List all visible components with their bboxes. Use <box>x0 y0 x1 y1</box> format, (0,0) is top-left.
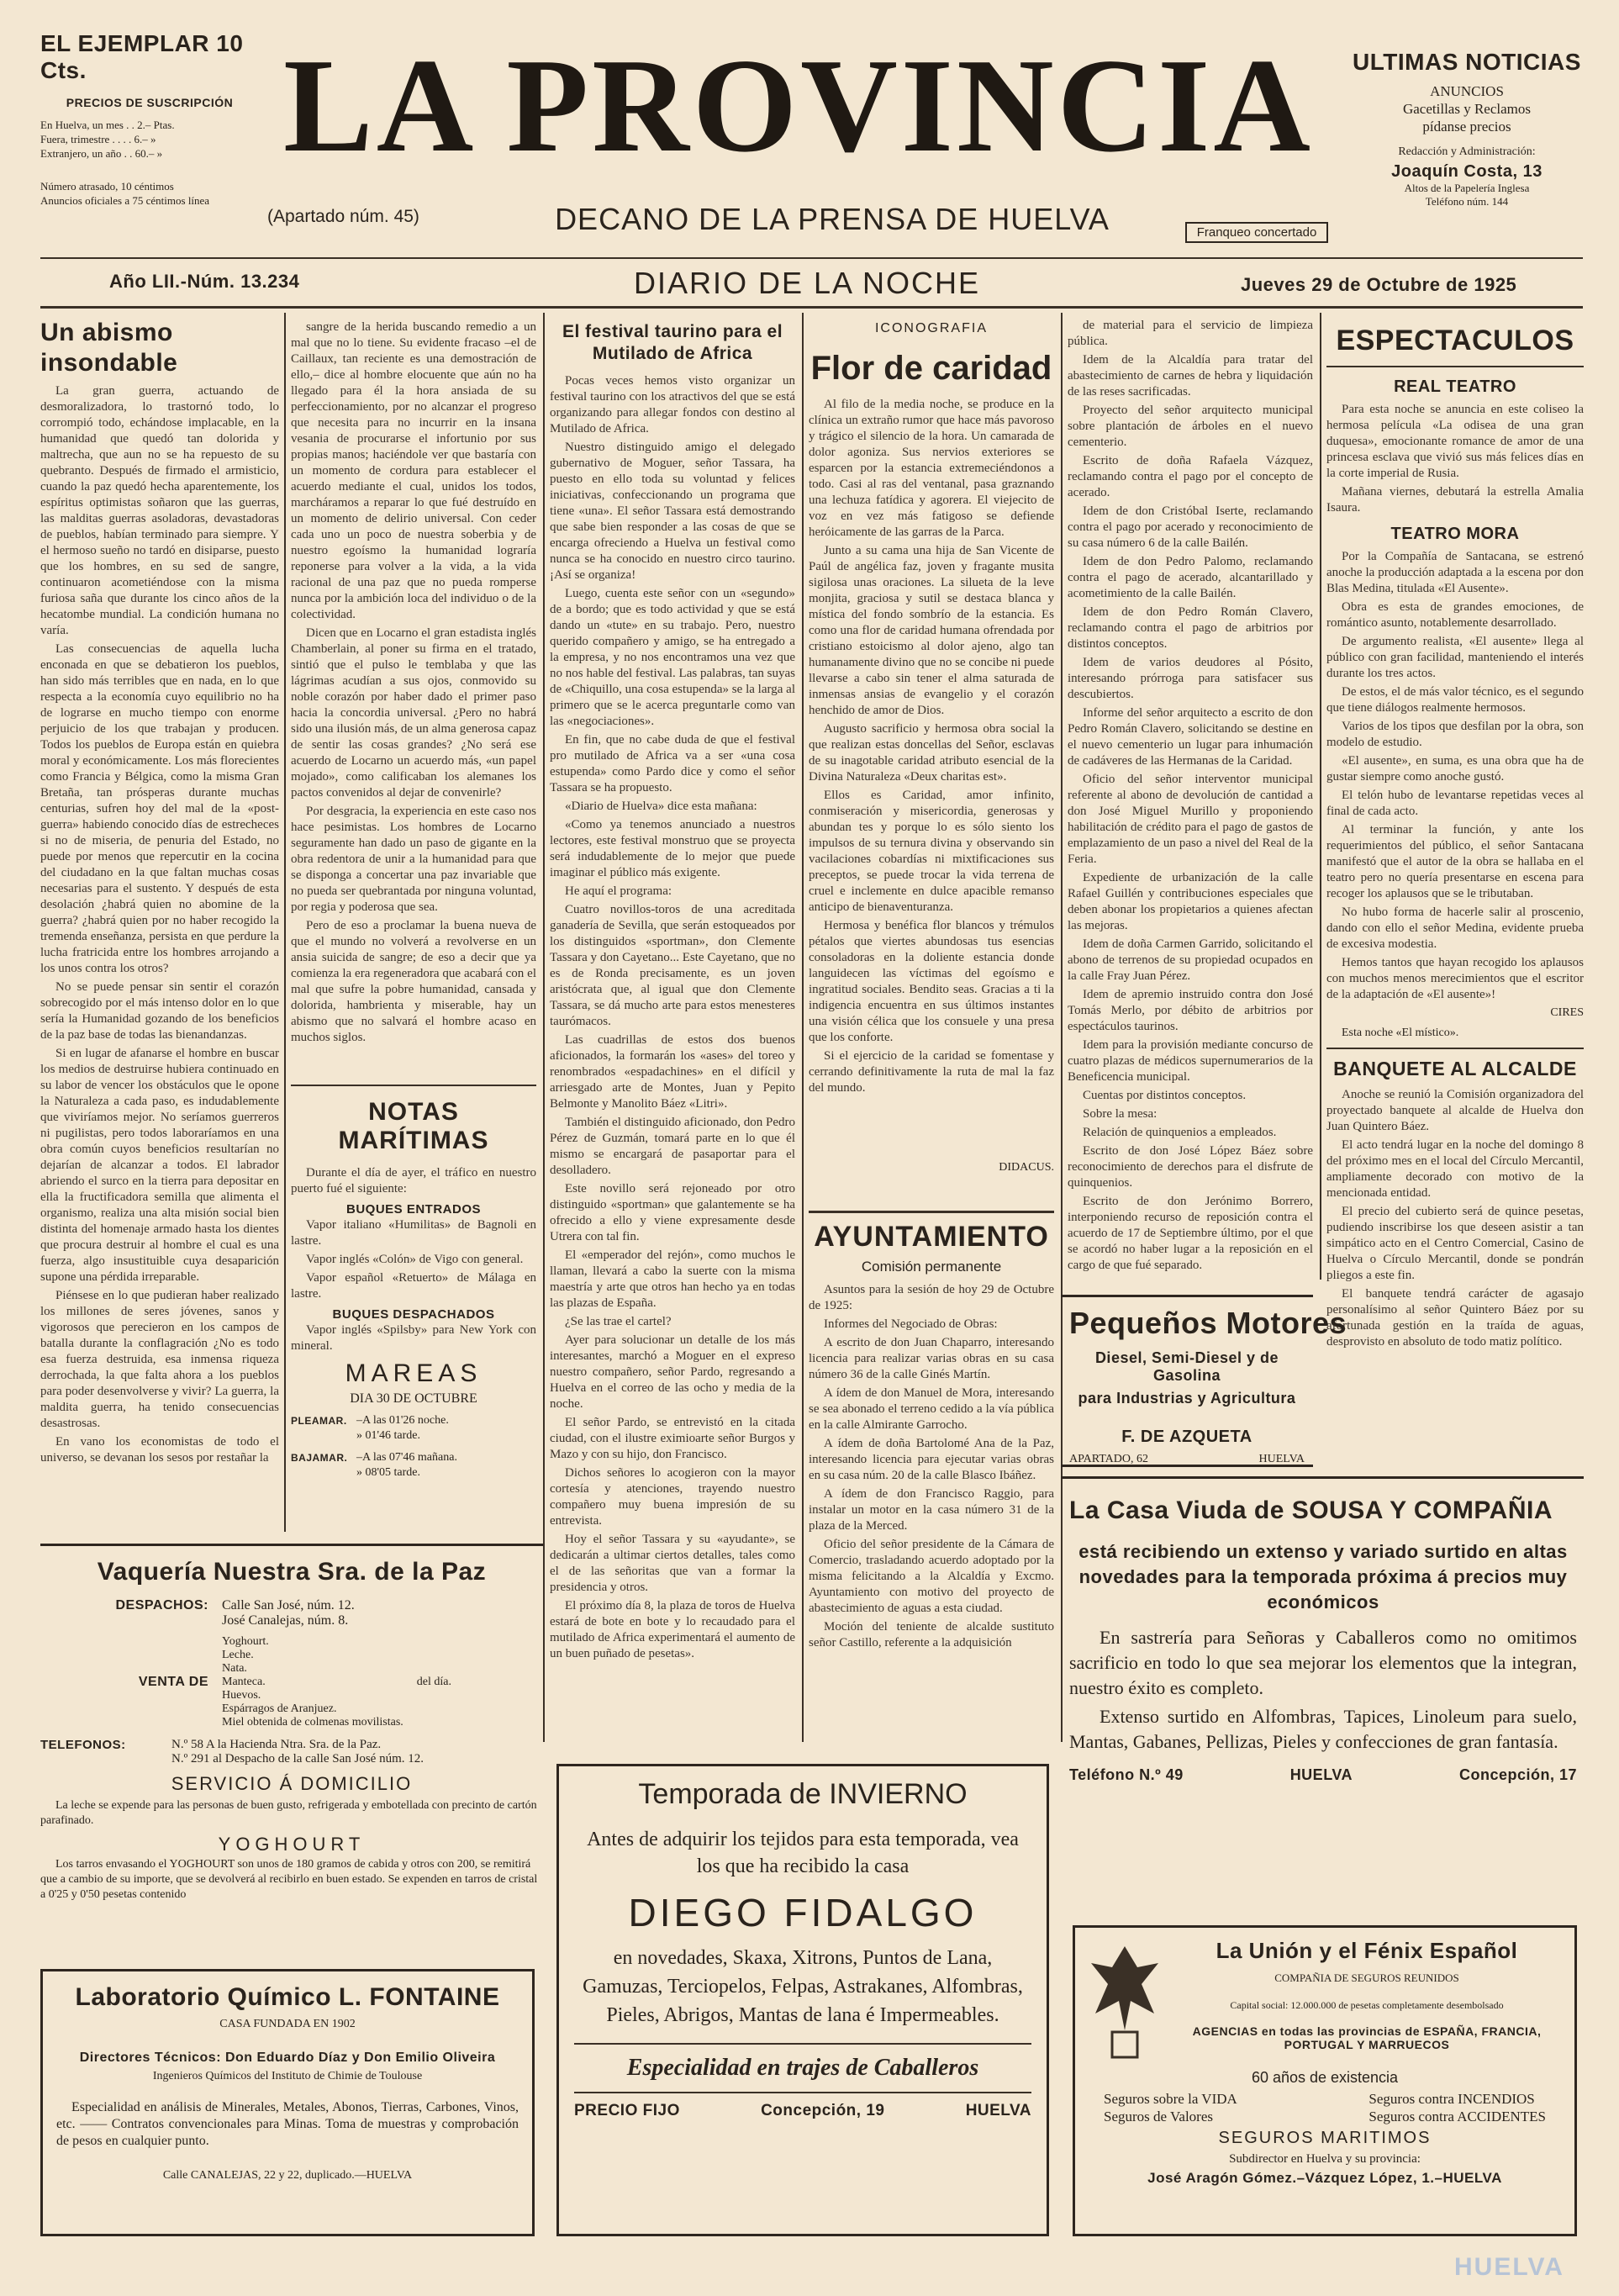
paragraph: ¿Se las trae el cartel? <box>565 1315 672 1328</box>
paragraph: Mañana viernes, debutará la estrella Amalia Isaura. <box>1326 485 1584 515</box>
article-body <box>291 319 536 1059</box>
paragraph: Idem para la provisión mediante concurso de cuatro plazas de médicos supernumerarios de la Beneficencia municipal. <box>1068 1038 1313 1084</box>
time: » 08'05 tarde. <box>356 1466 421 1479</box>
subs-line: Extranjero, un año . . 60.– » <box>40 147 163 160</box>
paragraph: Las consecuencias de aquella lucha enconada en que se debatieron los pueblos, han sido más terribles que en nada, en lo que respecta a la economía cuyo equilibrio no ha de lograrse en mucho tiempo con enorme perjuicio de los que trabajan y producen. Todos los pueblos de Europa están en quiebra moral y económicamente. Los más florecientes como Francia y Bélgica, como la misma Gran Bretaña, tan prósperas durante muchas centurias, sufren hoy del mal de la «post-guerra» habiendo conocido días de estrecheces si no de miseria, de penuria del Estado, no puede por menos que repercutir en la cocina del ciudadano en la que faltan muchas cosas necesarias para el sustento. Y después de esta desolación ¿habrá quien no abomine de la guerra? ¿habrá quien por no haber recogido la tremenda enseñanza, persista en que perdure la lucha fratricida entre los hombres arrojando a los unos contra los otros? <box>40 642 279 975</box>
fidalgo-title: Temporada de INVIERNO <box>638 1778 968 1810</box>
paragraph: Si el ejercicio de la caridad se fomentase y cerrando definitivamente la ruta de mal la faz del mundo. <box>809 1049 1054 1095</box>
telefonos <box>40 1738 543 1766</box>
col-rule <box>543 313 545 1742</box>
motores-line1: Diesel, Semi-Diesel y de Gasolina <box>1094 1349 1279 1384</box>
headline-festival: El festival taurino para el Mutilado de Africa <box>562 322 783 363</box>
note: Anuncios oficiales a 75 céntimos línea <box>40 194 210 207</box>
headline-flor: Flor de caridad <box>810 350 1052 387</box>
paragraph: El próximo día 8, la plaza de toros de Huelva estará de bote en bote y lo recaudado para el mutilado de Africa experimentará el aumento de un buen puñado de pesetas». <box>550 1599 795 1660</box>
despachados-list <box>291 1322 536 1354</box>
sousa-p2: En sastrería para Señoras y Caballeros como no omitimos sacrificio en todo lo que sea mejorar los elementos que la integran, nuestro éxito es completo. <box>1069 1627 1577 1698</box>
paragraph: Asuntos para la sesión de hoy 29 de Octubre de 1925: <box>809 1283 1054 1312</box>
paragraph: Escrito de doña Rafaela Vázquez, reclamando contra el pago por el concepto de acerado. <box>1068 454 1313 499</box>
paragraph: Hemos tantos que hayan recogido los aplausos con muchos menos merecimientos que el escritor de la adaptación de «El ausente»! <box>1326 956 1584 1001</box>
paragraph: Para esta noche se anuncia en este coliseo la hermosa película «La odisea de una gran duquesa», emocionante romance de amor de una princesa esclava que vivió sus más felices días en la corte imperial de Rusia. <box>1326 403 1584 480</box>
paragraph: Por desgracia, la experiencia en este caso nos hace pesimistas. Los hombres de Locarno seguramente han dado un paso de gigante en la obra redentora de unir a la humanidad para que se disponga a concertar una paz invariable que no pueda ser quebrantada por ninguna voluntad, por regia y poderosa que sea. <box>291 805 536 914</box>
right-line: pídanse precios <box>1422 119 1511 135</box>
ship: Vapor inglés «Spilsby» para New York con mineral. <box>291 1323 536 1353</box>
despachos-label: DESPACHOS: <box>115 1598 208 1612</box>
union-right <box>1369 2090 1546 2125</box>
masthead-left <box>40 30 259 232</box>
paragraph: Pocas veces hemos visto organizar un festival taurino con los atractivos del que se está organizando para allegar fondos con destino al Mutilado de Africa. <box>550 374 795 435</box>
despachos <box>40 1598 543 1628</box>
paragraph: «Como ya tenemos anunciado a nuestros lectores, este festival monstruo que se proyecta será indudablemente de lo mejor que puede imaginar el público más exigente. <box>550 818 795 879</box>
item: Miel obtenida de colmenas movilistas. <box>222 1716 403 1729</box>
paragraph: Las cuadrillas de estos dos buenos aficionados, la formarán los «ases» del toreo y renombrados «espadachines» en el difícil y arriesgado arte de Montes, Juan y Pepito Belmonte y Manolito Báez «Litri». <box>550 1033 795 1111</box>
motores-firm: F. DE AZQUETA <box>1121 1428 1252 1446</box>
section-rule <box>809 1211 1054 1213</box>
sousa-title: La Casa Viuda de SOUSA Y COMPAÑIA <box>1069 1496 1553 1524</box>
ship: Vapor inglés «Colón» de Vigo con general. <box>306 1253 524 1266</box>
sousa-p1: está recibiendo un extenso y variado surtido en altas novedades para la temporada próxima á precios muy económicos <box>1078 1541 1568 1612</box>
subs-lines <box>40 118 259 161</box>
phone: N.º 291 al Despacho de la calle San José núm. 12. <box>171 1752 424 1766</box>
paragraph: Sobre la mesa: <box>1083 1107 1158 1121</box>
col-rule <box>1320 313 1321 1280</box>
paragraph: No se puede pensar sin sentir el corazón sobrecogido por el más intenso dolor en lo que sería la Humanidad gozando de los beneficios de la paz base de todas las bienandanzas. <box>40 980 279 1042</box>
sousa-phone: Teléfono N.º 49 <box>1069 1766 1184 1783</box>
item: Nata. <box>222 1662 247 1675</box>
banquete-title: BANQUETE AL ALCALDE <box>1333 1058 1577 1079</box>
time: –A las 01'26 noche. <box>356 1414 449 1427</box>
library-watermark: HUELVA <box>1454 2253 1564 2281</box>
motores-line2: para Industrias y Agricultura <box>1078 1390 1296 1407</box>
paragraph: Idem de don Pedro Palomo, reclamando contra el pago de acerado, alcantarillado y acometimiento de la calle Bailén. <box>1068 555 1313 600</box>
paragraph: Si en lugar de afanarse el hombre en buscar los medios de destruirse hubiera continuado en su labor de vencer los obstáculos que le opone la Naturaleza a cada paso, es indudablemente que viviríamos mejor. No seríamos guerreros ni pugilistas, pero todos laboraríamos en una obra común cuyos beneficios resultarían no dejarían de alcanzar a todos. El labrador abriendo el surco en la tierra para depositar en ella la fructificadora semilla que alimenta el organismo, realiza una alta misión social bien distinta del homenaje armado hasta los dientes que procura destruir al hombre el cual es una fuerza, algo insustituible cuya desaparición supone una pérdida irreparable. <box>40 1047 279 1284</box>
mora-title: TEATRO MORA <box>1390 525 1520 543</box>
paragraph: sangre de la herida buscando remedio a un mal que no lo tiene. Su evidente fracaso –el de Caillaux, tan reciente es una demostración de ello,– dice al hombre elocuente que aún no ha llegado para él la hora ansiada de su perfeccionamiento, por no alcanzar el progreso que necesita para no incurrir en la insana vesania de procurarse el infortunio por sus propias manos; haciéndole ver que bastaría con un momento de cordura para establecer el acuerdo mediante el cual, unidos los todos, marcháramos a reparar lo que fué destruído en un momento de delirio universal. Con ceder cada uno un poco de nuestra soberbia y de nuestro egoísmo la humanidad lograría reponerse para volver a la vida, a la vida racional de una paz que no pueda romperse nunca por la ambición loca del individuo o de la colectividad. <box>291 320 536 621</box>
paragraph: Idem de doña Carmen Garrido, solicitando el abono de terrenos de su propiedad ocupados en la calle Fray Juan Pérez. <box>1068 937 1313 983</box>
address-note: Altos de la Papelería Inglesa <box>1404 182 1530 194</box>
venta-label: VENTA DE <box>138 1675 208 1689</box>
paragraph: de material para el servicio de limpieza pública. <box>1068 319 1313 348</box>
vaqueria-title: Vaquería Nuestra Sra. de la Paz <box>97 1558 487 1586</box>
paragraph: Varios de los tipos que desfilan por la obra, son modelo de estudio. <box>1326 720 1584 749</box>
paragraph: Proyecto del señor arquitecto municipal sobre plantación de árboles en el nuevo cementerio. <box>1068 404 1313 449</box>
paragraph: Por la Compañía de Santacana, se estrenó anoche la producción adaptada a la escena por don Blas Medina, titulada «El Ausente». <box>1326 550 1584 595</box>
fidalgo-price: PRECIO FIJO <box>574 2102 680 2119</box>
paragraph: En vano los economistas de todo el universo, se devanan los sesos por restañar la <box>40 1435 279 1465</box>
paragraph: Hermosa y benéfica flor blancos y trémulos pétalos que viertes abundosas tus esencias consoladoras en la doliente estancia donde languidecen las víctimas del egoísmo e ingratitud sociales. Bendito seas. Gracias a ti la indigencia encuentra en sus últimos instantes una visión célica que los consuele y una presa que los conforte. <box>809 919 1054 1044</box>
union-sub: Subdirector en Huelva y su provincia: <box>1229 2152 1421 2166</box>
fontaine-directors: Directores Técnicos: Don Eduardo Díaz y Don Emilio Oliveira <box>79 2051 496 2065</box>
union-title: La Unión y el Fénix Español <box>1216 1938 1518 1963</box>
entrados-list <box>291 1217 536 1302</box>
masthead-right <box>1345 49 1589 251</box>
fontaine-title: Laboratorio Químico L. FONTAINE <box>75 1983 500 2011</box>
motores-footer <box>1069 1452 1305 1467</box>
rule <box>1326 366 1584 367</box>
paragraph: Obra es esta de grandes emociones, de romántico asunto, notablemente desarrollado. <box>1326 600 1584 630</box>
leche-note: La leche se expende para las personas de buen gusto, refrigerada y embotellada con precinto de cartón parafinado. <box>40 1799 537 1827</box>
sousa-address: Concepción, 17 <box>1458 1766 1577 1783</box>
article-abismo <box>40 314 279 1533</box>
union-titles <box>1171 1938 1563 2064</box>
dateline-bottom-rule <box>40 306 1583 309</box>
paragraph: Moción del teniente de alcalde sustituto señor Castillo, referente a la adquisición <box>809 1620 1054 1649</box>
mora-next: Esta noche «El místico». <box>1342 1027 1459 1039</box>
fidalgo-address: Concepción, 19 <box>761 2102 885 2119</box>
price: EL EJEMPLAR 10 Cts. <box>40 30 244 83</box>
yoghourt-note: Los tarros envasando el YOGHOURT son unos de 180 gramos de cabida y otros con 200, se remitirá que a cambio de su importe, que se devolverá al recibirlo en buen estado. Se expenden en tarros de cristal a 0'25 y 0'50 pesetas contenido <box>40 1858 538 1901</box>
pleamar <box>291 1413 536 1444</box>
article-body <box>550 373 795 1735</box>
despachos-list <box>222 1598 355 1628</box>
item: Espárragos de Aranjuez. <box>222 1702 337 1715</box>
rule <box>1326 1048 1584 1049</box>
fontaine-address: Calle CANALEJAS, 22 y 22, duplicado.—HUELVA <box>162 2169 413 2182</box>
real-body <box>1326 402 1584 516</box>
paragraph: He aquí el programa: <box>565 884 672 898</box>
paragraph: Oficio del señor interventor municipal referente al abono de devolución de cantidad a don José Miguel Murillo y proponiendo habilitación de crédito para el pago de gastos de emplazamiento de un paso a nivel del Real de la Feria. <box>1068 773 1313 866</box>
franqueo: Franqueo concertado <box>1185 222 1328 243</box>
paragraph: Oficio del señor presidente de la Cámara de Comercio, trasladando acuerdo adoptado por la misma felicitando a la Alcaldía y Excmo. Ayuntamiento con motivo del proyecto de abastecimiento de aguas a esta ciudad. <box>809 1538 1054 1615</box>
venta <box>40 1635 543 1729</box>
masthead-subtitle: DECANO DE LA PRENSA DE HUELVA <box>555 202 1110 236</box>
item: Huevos. <box>222 1689 261 1702</box>
paragraph: Augusto sacrificio y hermosa obra social la que realizan estas doncellas del Señor, esclavas de su inagotable caridad atributo esencial de la Divina Naturaleza «Deux charitas est». <box>809 722 1054 784</box>
telefonos-label: TELEFONOS: <box>40 1738 126 1752</box>
paragraph: A ídem de doña Bartolomé Ana de la Paz, interesando licencia para ejecutar varias obras en su casa núm. 20 de la calle Blasco Ibáñez. <box>809 1437 1054 1482</box>
motores-city: HUELVA <box>1258 1453 1305 1465</box>
paragraph: A ídem de don Manuel de Mora, interesando se sea abonado el terreno cedido a la vía pública en la calle Almirante Garrocho. <box>809 1386 1054 1432</box>
union-capital: Capital social: 12.000.000 de pesetas completamente desembolsado <box>1230 1999 1504 2011</box>
note: Número atrasado, 10 céntimos <box>40 180 174 193</box>
entrados-title: BUQUES ENTRADOS <box>345 1202 481 1217</box>
paragraph: A escrito de don Juan Chaparro, interesando licencia para realizar varias obras en su casa número 36 de la calle Ginés Martín. <box>809 1336 1054 1381</box>
right-line: Gacetillas y Reclamos <box>1402 101 1531 117</box>
paragraph: Anoche se reunió la Comisión organizadora del proyectado banquete al alcalde de Huelva don Juan Quintero Báez. <box>1326 1088 1584 1133</box>
item: Manteca. <box>222 1676 266 1688</box>
paragraph: Idem de don Pedro Román Clavero, reclamando contra el pago de arbitrios por distintos conceptos. <box>1068 605 1313 651</box>
paragraph: «Diario de Huelva» dice esta mañana: <box>565 800 757 813</box>
bajamar-label: BAJAMAR. <box>291 1452 348 1464</box>
article-body <box>1068 318 1313 1272</box>
paragraph: El acto tendrá lugar en la noche del domingo 8 del próximo mes en el local del Círculo Mercantil, ampliamente decorado con motivo de la mencionada entidad. <box>1326 1138 1584 1200</box>
article-body <box>809 397 1054 1153</box>
apartado: (Apartado núm. 45) <box>267 207 419 226</box>
paragraph: Escrito de don José López Báez sobre reconocimiento de derechos para el disfrute de quinquenios. <box>1068 1144 1313 1190</box>
paragraph: El banquete tendrá carácter de agasajo personalísimo al señor Quintero Báez por su afortunada gestión en la traída de aguas, desprovisto en absoluto de todo matiz político. <box>1326 1287 1584 1349</box>
article-body <box>40 383 279 1552</box>
venta-suffix: del día. <box>416 1676 452 1688</box>
paragraph: Idem de apremio instruido contra don José Tomás Merlo, por débito de arbitrios por espectáculos taurinos. <box>1068 988 1313 1033</box>
seguro: Seguros de Valores <box>1104 2109 1213 2124</box>
rule <box>574 2092 1031 2093</box>
motores-apartado: APARTADO, 62 <box>1069 1453 1148 1465</box>
union-subtitle: COMPAÑIA DE SEGUROS REUNIDOS <box>1274 1971 1459 1984</box>
fontaine-directors-note: Ingenieros Químicos del Instituto de Chimie de Toulouse <box>152 2070 423 2082</box>
paragraph: Cuentas por distintos conceptos. <box>1083 1089 1247 1102</box>
seguro: Seguros sobre la VIDA <box>1104 2091 1237 2107</box>
ayuntamiento-subtitle: Comisión permanente <box>861 1259 1002 1275</box>
col-rule <box>802 313 804 1742</box>
fidalgo-city: HUELVA <box>965 2102 1031 2119</box>
paragraph: Idem de don Cristóbal Iserte, reclamando contra el pago por acerado y reconocimiento de su casa número 6 de la calle Bailén. <box>1068 504 1313 550</box>
item: Leche. <box>222 1649 254 1661</box>
paragraph: Nuestro distinguido amigo el delegado gubernativo de Moguer, señor Tassara, ha puesto en ello toda su voluntad y felices iniciativas, confeccionando un programa que tiene «una». El señor Tassara está demostrando que sabe bien responder a las cosas de que se encarga ofreciendo a Huelva un festival como nunca se ha conocido en nuestro circo taurino. ¡Así se organiza! <box>550 441 795 582</box>
notas-maritimas <box>291 1093 536 1530</box>
signature: DIDACUS. <box>999 1161 1054 1174</box>
edition: DIARIO DE LA NOCHE <box>633 266 981 300</box>
rule <box>574 2043 1031 2045</box>
ad-motores <box>1061 1295 1347 1467</box>
paragraph: Idem de varios deudores al Pósito, interesando prórroga para satisfacer sus descubiertos. <box>1068 656 1313 701</box>
seguro: Seguros contra ACCIDENTES <box>1369 2109 1546 2124</box>
paragraph: Idem de la Alcaldía para tratar del abastecimiento de carnes de hebra y liquidación de las reses sacrificadas. <box>1068 353 1313 399</box>
paragraph: A ídem de don Francisco Raggio, para instalar un motor en la casa número 31 de la plaza de la Merced. <box>809 1487 1054 1533</box>
phoenix-emblem-icon <box>1087 1938 1163 2064</box>
union-director: José Aragón Gómez.–Vázquez López, 1.–HUELVA <box>1147 2170 1502 2186</box>
paragraph: Al filo de la media noche, se produce en la clínica un extraño rumor que hace más pavoroso y trágico el silencio de la hora. Un camarada de dolor agoniza. Sus nervios exteriores se esparcen por la estancia extremeciéndonos a todo. Casi al ras del ventanal, pasa graznando una lechuza fatídica y agorera. El viejecito de voz en vez más fatigoso se defiende heróicamente de las garras de la Parca. <box>809 398 1054 539</box>
paragraph: La gran guerra, actuando de desmoralizadora, lo trastornó todo, lo corrompió todo, echándose implacable, en la humanidad que quedó tan dolorida y maltrecha, que aun no se ha repuesto de su quebranto. Después de firmado el armisticio, cuando la paz quedó hecha aparentemente, los espíritus optimistas soñaron que las guerras, las malditas guerras asoladoras, devastadoras de pueblos, habían terminado para siempre. Y el hermoso sueño no tardó en disiparse, puesto que los hombres, en su sed de sangre, continuaron acometiéndose con la misma furiosa saña que durante los cinco años de la hecatombe mundial. La condición humana no varía. <box>40 384 279 637</box>
paragraph: Ellos es Caridad, amor infinito, conmiseración y misericordia, generosas y abundan tes y porque lo es sólo siento los impulsos de su ternura divina y observando sin vacilaciones cobardías ni mixtificaciones sus preceptos, se puede trocar la vida terrena de cruel e inclemente en dulce apacible remanso anticipo de bienaventuranza. <box>809 789 1054 914</box>
subs-title: PRECIOS DE SUSCRIPCIÓN <box>66 96 234 109</box>
ad-vaqueria <box>40 1544 543 1930</box>
union-left <box>1104 2090 1237 2125</box>
fidalgo-footer <box>574 2102 1031 2120</box>
address: José Canalejas, núm. 8. <box>222 1613 349 1628</box>
mareas-title: MAREAS <box>345 1359 483 1387</box>
fontaine-founded: CASA FUNDADA EN 1902 <box>219 2018 356 2030</box>
masthead <box>0 0 1619 311</box>
paragraph: Cuatro novillos-toros de una acreditada ganadería de Sevilla, que serán estoqueados por los distinguidos «sportman», don Clemente Tassara y don Cayetano... Este Cayetano, que no es de Ronda precisamente, es un joven aristócrata que, al igual que don Clemente Tassara, se dá mucho arte para estos menesteres taurómacos. <box>550 903 795 1028</box>
right-lines <box>1345 82 1589 135</box>
servicio: SERVICIO Á DOMICILIO <box>171 1773 413 1794</box>
paragraph: No hubo forma de hacerle salir al proscenio, dando con ello el señor Medina, evidente prueba de excesiva modestia. <box>1326 905 1584 951</box>
notas-intro: Durante el día de ayer, el tráfico en nuestro puerto fué el siguiente: <box>291 1166 536 1196</box>
masthead-title: LA PROVINCIA <box>283 30 1314 180</box>
paragraph: Pero de eso a proclamar la buena nueva de que el mundo no volverá a revolverse en un ansia suicida de sangre; de eso a decir que ya comienza la era regeneradora que acabará con el mal que sufre la pobre humanidad, cansada y dolorida, hambrienta y miserable, hay un abismo que no salvará el hombre acaso en muchos siglos. <box>291 919 536 1044</box>
item: Yoghourt. <box>222 1635 269 1648</box>
paragraph: En fin, que no cabe duda de que el festival pro mutilado de Africa va a ser «una cosa estupenda» como Pardo dice y como el señor Tassara se ha propuesto. <box>550 733 795 794</box>
union-seguros <box>1087 2090 1563 2125</box>
pleamar-label: PLEAMAR. <box>291 1415 347 1427</box>
banquete-body <box>1326 1087 1584 1350</box>
sousa-city: HUELVA <box>1289 1766 1353 1783</box>
paragraph: El «emperador del rejón», como muchos le llaman, llevará a cabo la suerte con la misma maestría y arte que otros han hecho ya en todas las plazas de España. <box>550 1248 795 1310</box>
union-agencias: AGENCIAS en todas las provincias de ESPAÑA, FRANCIA, PORTUGAL Y MARRUECOS <box>1192 2024 1542 2051</box>
paragraph: Dicen que en Locarno el gran estadista inglés Chamberlain, al poner su firma en el tratado, sintió que el pulso le temblaba y que las lágrimas acudían a sus ojos, conmovido su noble corazón por haber dado el primer paso hacia la concordia universal. ¿Pero no habrá sido una ilusión más, de un alma generosa capaz de sentir las cosas grandes? ¿No será ese acuerdo de Locarno un acuerdo más, «un papel mojado», como calificaban los alemanes los pactos convenidos al dejar de convenirle? <box>291 626 536 800</box>
fidalgo-goods: en novedades, Skaxa, Xitrons, Puntos de Lana, Gamuzas, Terciopelos, Felpas, Astrakanes, Alfombras, Pieles, Abrigos, Mantas de lana é Impermeables. <box>583 1947 1023 2026</box>
issue: Año LII.-Núm. 13.234 <box>109 271 300 292</box>
col-rule <box>284 313 286 1532</box>
paragraph: Junto a su cama una hija de San Vicente de Paúl de angélica faz, joven y fragante musita sigilosa unas oraciones. La silueta de la leve monjita, graciosa y sutil se destaca blanca y mística del fondo sombrío de la estancia. Es como una flor de caridad humana ofrendada por cristiano estoicismo al dolor ajeno, algo tan humanamente divino que no se concibe ni puede llevarse a cabo sin tener el alma saturada de inmensas ansias de evangelio y el corazón henchido de amor de Dios. <box>809 544 1054 717</box>
sousa-p3: Extenso surtido en Alfombras, Tapices, Linoleum para suelo, Mantas, Gabanes, Pellizas, Pieles y confecciones de gran fantasía. <box>1069 1706 1577 1752</box>
despachados-title: BUQUES DESPACHADOS <box>332 1307 495 1322</box>
paragraph: Relación de quinquenios a empleados. <box>1083 1126 1277 1139</box>
paragraph: Escrito de don Jerónimo Borrero, interponiendo recurso de reposición contra el acuerdo de 17 de Septiembre último, por el que se acordó no haber lugar a la reposición en el cargo de que fué separado. <box>1068 1195 1313 1272</box>
fidalgo-firm: DIEGO FIDALGO <box>628 1891 978 1934</box>
paragraph: De estos, el de más valor técnico, es el segundo que tiene diálogos realmente hermosos. <box>1326 685 1584 715</box>
phone: Teléfono núm. 144 <box>1425 195 1509 208</box>
bajamar <box>291 1450 536 1481</box>
ayuntamiento-title: AYUNTAMIENTO <box>814 1221 1049 1253</box>
ayuntamiento-cont <box>1068 318 1313 1272</box>
phone: N.º 58 A la Hacienda Ntra. Sra. de la Paz. <box>171 1738 382 1751</box>
venta-list <box>222 1635 403 1729</box>
yoghourt-title: YOGHOURT <box>218 1834 366 1855</box>
mora-signature: CIRES <box>1550 1006 1584 1019</box>
espectaculos-title: ESPECTACULOS <box>1336 325 1574 356</box>
admin-title: Redacción y Administración: <box>1398 145 1536 158</box>
subs-line: Fuera, trimestre . . . . 6.– » <box>40 133 156 145</box>
headline-abismo: Un abismo insondable <box>40 319 178 377</box>
paragraph: Informe del señor arquitecto a escrito de don Pedro Román Clavero, solicitando se destine en el nuevo cementerio un lugar para inhumación de cadáveres de las Hermanas de la Caridad. <box>1068 706 1313 768</box>
fontaine-body: Especialidad en análisis de Minerales, Metales, Abonos, Tierras, Carbones, Vinos, etc. —— Contratos convencionales para Minas. Toma de muestras y comprobación de pesos en cualquier punto. <box>56 2100 519 2148</box>
ayuntamiento-body <box>809 1282 1054 1736</box>
ad-union <box>1073 1925 1577 2236</box>
paragraph: Al terminar la función, y ante los requerimientos del público, el señor Santacana manifestó que el autor de la obra se hallaba en el teatro pero no quería presentarse en escena para recoger los aplausos que se le tributaban. <box>1326 823 1584 900</box>
union-header <box>1087 1938 1563 2064</box>
paragraph: Piénsese en lo que pudieran haber realizado los millones de seres jóvenes, sanos y vigorosos que perecieron en los campos de batalla durante la conflagración ¿No es todo esa fuerza destruida, esa inmensa riqueza derrochada, la que falta ahora a los pueblos para poder desenvolverse y vivir? La guerra, la maldita guerra, ha tenido consecuencias desastrosas. <box>40 1289 279 1430</box>
subs-notes <box>40 179 259 208</box>
right-line: ANUNCIOS <box>1430 83 1504 99</box>
time: » 01'46 tarde. <box>356 1429 421 1442</box>
ad-sousa <box>1061 1476 1584 1913</box>
right-title: ULTIMAS NOTICIAS <box>1353 49 1581 75</box>
ad-fidalgo <box>556 1764 1049 2236</box>
address: Calle San José, núm. 12. <box>222 1598 355 1612</box>
fidalgo-intro: Antes de adquirir los tejidos para esta temporada, vea los que ha recibido la casa <box>587 1829 1019 1877</box>
address: Joaquín Costa, 13 <box>1391 162 1543 181</box>
paragraph: Dichos señores lo acogieron con la mayor cortesía y atenciones, trayendo nuestro compañero muy buena impresión de su entrevista. <box>550 1466 795 1528</box>
paragraph: De argumento realista, «El ausente» llega al público con gran facilidad, manteniendo el interés durante los tres actos. <box>1326 635 1584 680</box>
article-abismo-cont <box>291 319 536 1076</box>
union-years: 60 años de existencia <box>1251 2069 1399 2086</box>
seguro: Seguros contra INCENDIOS <box>1369 2091 1535 2107</box>
telefonos-list <box>171 1738 424 1766</box>
paragraph: Informes del Negociado de Obras: <box>824 1317 998 1331</box>
ship: Vapor español «Retuerto» de Málaga en lastre. <box>291 1271 536 1301</box>
date: Jueves 29 de Octubre de 1925 <box>1241 274 1517 295</box>
paragraph: Expediente de urbanización de la calle Rafael Guillén y contribuciones especiales que deben abonar los propietarios a quienes afectan las mejoras. <box>1068 871 1313 932</box>
paragraph: «El ausente», en suma, es una obra que ha de gustar siempre como anoche gustó. <box>1326 754 1584 784</box>
sousa-footer <box>1069 1766 1577 1784</box>
paragraph: Hoy el señor Tassara y su «ayudante», se dedicarán a ultimar ciertos detalles, tales como el de las señoritas que van a formar la presidencia y otros. <box>550 1533 795 1594</box>
ship: Vapor italiano «Humilitas» de Bagnoli en lastre. <box>291 1218 536 1248</box>
dateline-top-rule <box>40 257 1583 259</box>
bajamar-times <box>356 1450 457 1481</box>
time: –A las 07'46 mañana. <box>356 1451 457 1464</box>
article-flor <box>809 321 1054 1212</box>
fidalgo-special: Especialidad en trajes de Caballeros <box>626 2055 979 2081</box>
kicker: ICONOGRAFIA <box>874 321 988 335</box>
mareas-day: DIA 30 DE OCTUBRE <box>350 1391 477 1406</box>
union-maritimos: SEGUROS MARITIMOS <box>1218 2129 1432 2147</box>
ad-fontaine <box>40 1969 535 2236</box>
mora-body <box>1326 549 1584 1003</box>
paragraph: El señor Pardo, se entrevistó en la citada ciudad, con el ilustre eximioarte señor Burgos y Mazo y con su hijo, don Francisco. <box>550 1416 795 1461</box>
ayuntamiento <box>809 1217 1054 1739</box>
notas-title: NOTAS MARÍTIMAS <box>338 1098 489 1154</box>
paragraph: Ayer para solucionar un detalle de los más interesantes, marchó a Moguer en el expreso nuestro compañero, señor Pardo, regresando a Huelva en el correo de las ocho y media de la noche. <box>550 1333 795 1411</box>
paragraph: Este novillo será rejoneado por otro distinguido «sportman» que galantemente se ha ofrecido a ello y viene expresamente desde Utrera con tal fin. <box>550 1182 795 1243</box>
paragraph: También el distinguido aficionado, don Pedro Pérez de Guzmán, tomará parte en lo que él mismo se encargará de pasaportar para el desolladero. <box>550 1116 795 1177</box>
motores-title: Pequeños Motores <box>1069 1306 1347 1340</box>
subs-line: En Huelva, un mes . . 2.– Ptas. <box>40 119 175 131</box>
real-title: REAL TEATRO <box>1394 377 1516 396</box>
paragraph: El telón hubo de levantarse repetidas veces al final de cada acto. <box>1326 789 1584 818</box>
article-festival <box>550 318 795 1739</box>
section-rule <box>291 1085 536 1086</box>
paragraph: El precio del cubierto será de quince pesetas, pudiendo inscribirse los que deseen asistir a tan simpático acto en el Centro Comercial, Casino de Huelva o Círculo Mercantil, donde se pondrán pliegos a este fin. <box>1326 1205 1584 1282</box>
espectaculos <box>1326 319 1584 1349</box>
pleamar-times <box>356 1413 449 1444</box>
paragraph: Luego, cuenta este señor con un «segundo» de a bordo; que es todo actividad y que se está dando un «tute» en su trabajo. Pero, nuestro querido compañero y amigo, se ha entregado a la empresa, y no nos encontramos una vez que no nos hable del festival. Las palabras, tan suyas de «Chiquillo, una cosa estupenda» se la larga al primero que se le acerca preguntarle como van las «negociaciones». <box>550 587 795 728</box>
